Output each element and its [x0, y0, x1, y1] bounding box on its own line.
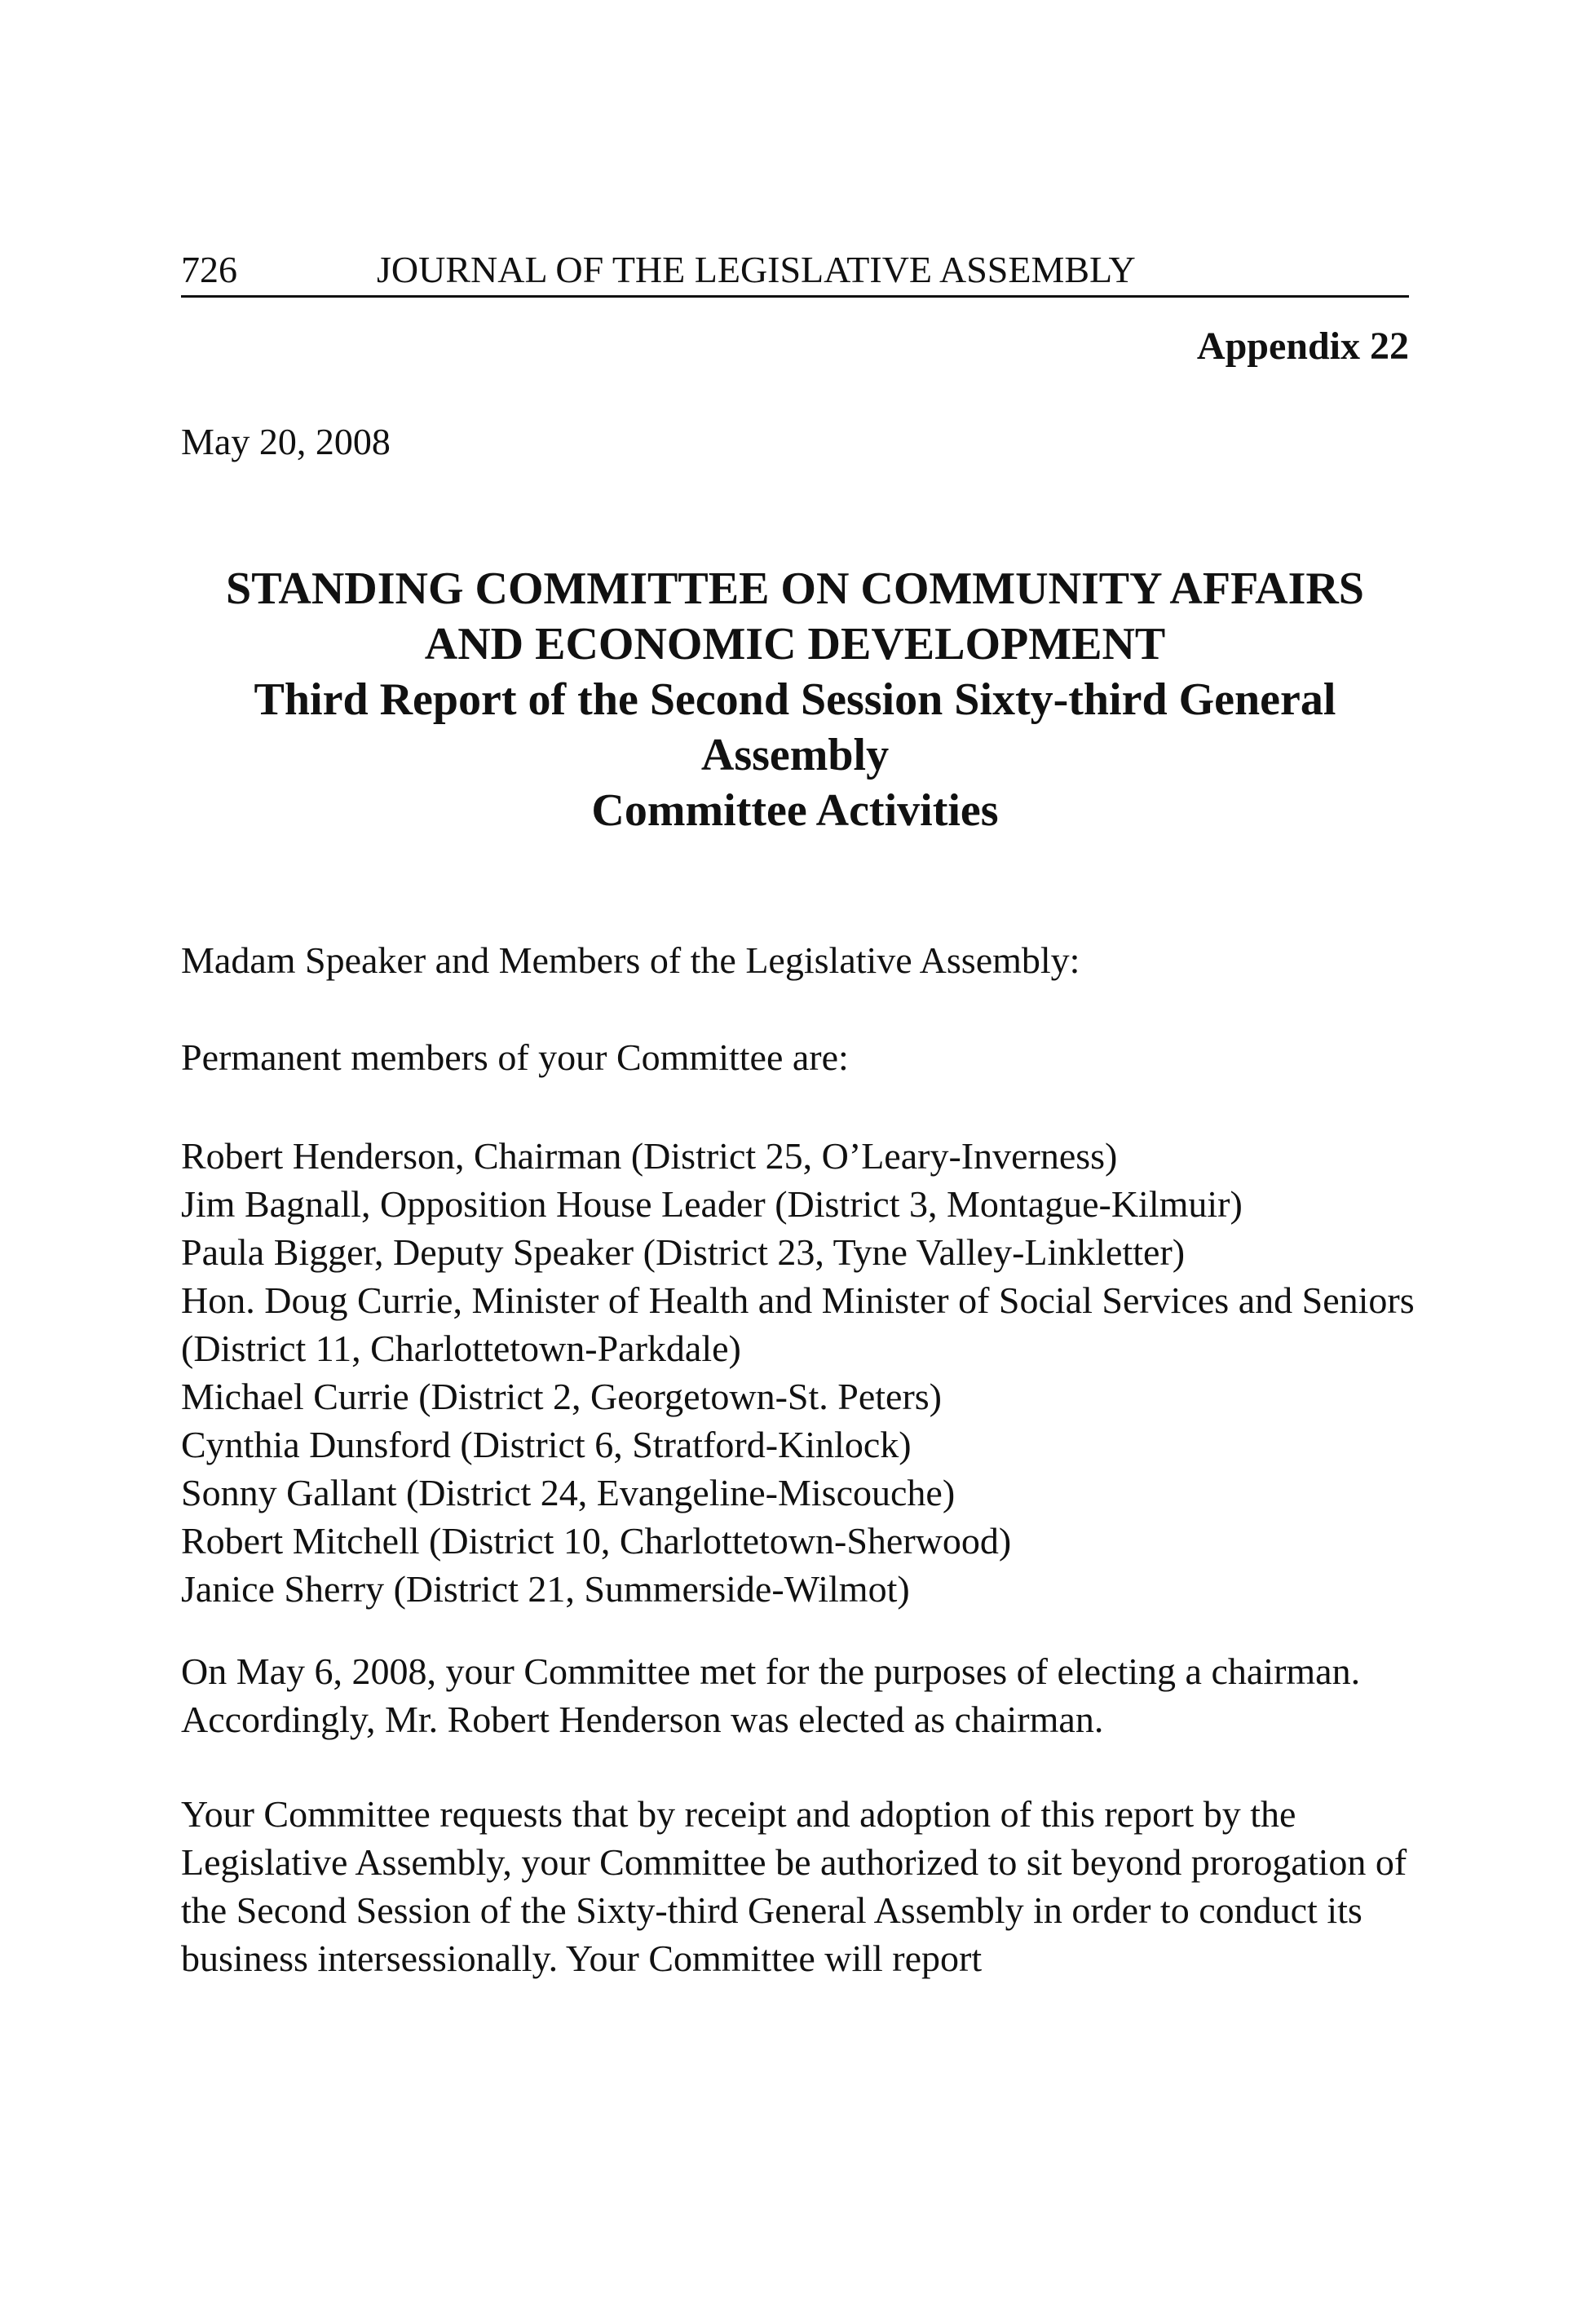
member-item: Sonny Gallant (District 24, Evangeline-Miscouche): [181, 1472, 956, 1513]
title-line-assembly: Assembly: [700, 730, 890, 780]
members-intro: Permanent members of your Committee are:: [181, 1036, 849, 1078]
election-paragraph-block: [181, 1647, 1420, 1743]
member-item: Janice Sherry (District 21, Summerside-Wilmot): [181, 1568, 910, 1610]
member-item: Robert Henderson, Chairman (District 25, O’Leary-Inverness): [181, 1135, 1118, 1177]
report-title: [181, 561, 1409, 838]
page-number: 726: [181, 249, 237, 290]
appendix-label: Appendix 22: [1196, 325, 1409, 368]
title-line-report: Third Report of the Second Session Sixty-third General: [254, 674, 1336, 725]
salutation-block: [181, 936, 1420, 984]
running-header: [181, 245, 1409, 298]
request-paragraph-block: [181, 1790, 1420, 1982]
title-line-activities: Committee Activities: [591, 785, 999, 836]
member-item: Paula Bigger, Deputy Speaker (District 23, Tyne Valley-Linkletter): [181, 1231, 1186, 1273]
salutation: Madam Speaker and Members of the Legislative Assembly:: [181, 939, 1080, 981]
member-item: Hon. Doug Currie, Minister of Health and Minister of Social Services and Seniors (District 11, Charlottetown-Parkdale): [181, 1279, 1415, 1369]
member-item: Michael Currie (District 2, Georgetown-St. Peters): [181, 1376, 942, 1417]
members-intro-block: [181, 1033, 1420, 1081]
member-item: Jim Bagnall, Opposition House Leader (District 3, Montague-Kilmuir): [181, 1183, 1243, 1225]
report-date: May 20, 2008: [181, 421, 391, 462]
member-list: [181, 1132, 1420, 1613]
member-item: Cynthia Dunsford (District 6, Stratford-Kinlock): [181, 1424, 912, 1465]
election-paragraph: On May 6, 2008, your Committee met for the purposes of electing a chairman. Accordingly, Mr. Robert Henderson was elected as chairman.: [181, 1650, 1361, 1740]
journal-title: JOURNAL OF THE LEGISLATIVE ASSEMBLY: [377, 249, 1136, 290]
title-line-development: AND ECONOMIC DEVELOPMENT: [424, 619, 1166, 669]
title-line-committee: STANDING COMMITTEE ON COMMUNITY AFFAIRS: [226, 563, 1364, 614]
member-item: Robert Mitchell (District 10, Charlottetown-Sherwood): [181, 1520, 1012, 1562]
request-paragraph: Your Committee requests that by receipt and adoption of this report by the Legislative Assembly, your Committee be authorized to sit beyond prorogation of the Second Session of the Sixty-third General Assembly in order to conduct its business intersessionally. Your Committee will report: [181, 1793, 1407, 1979]
